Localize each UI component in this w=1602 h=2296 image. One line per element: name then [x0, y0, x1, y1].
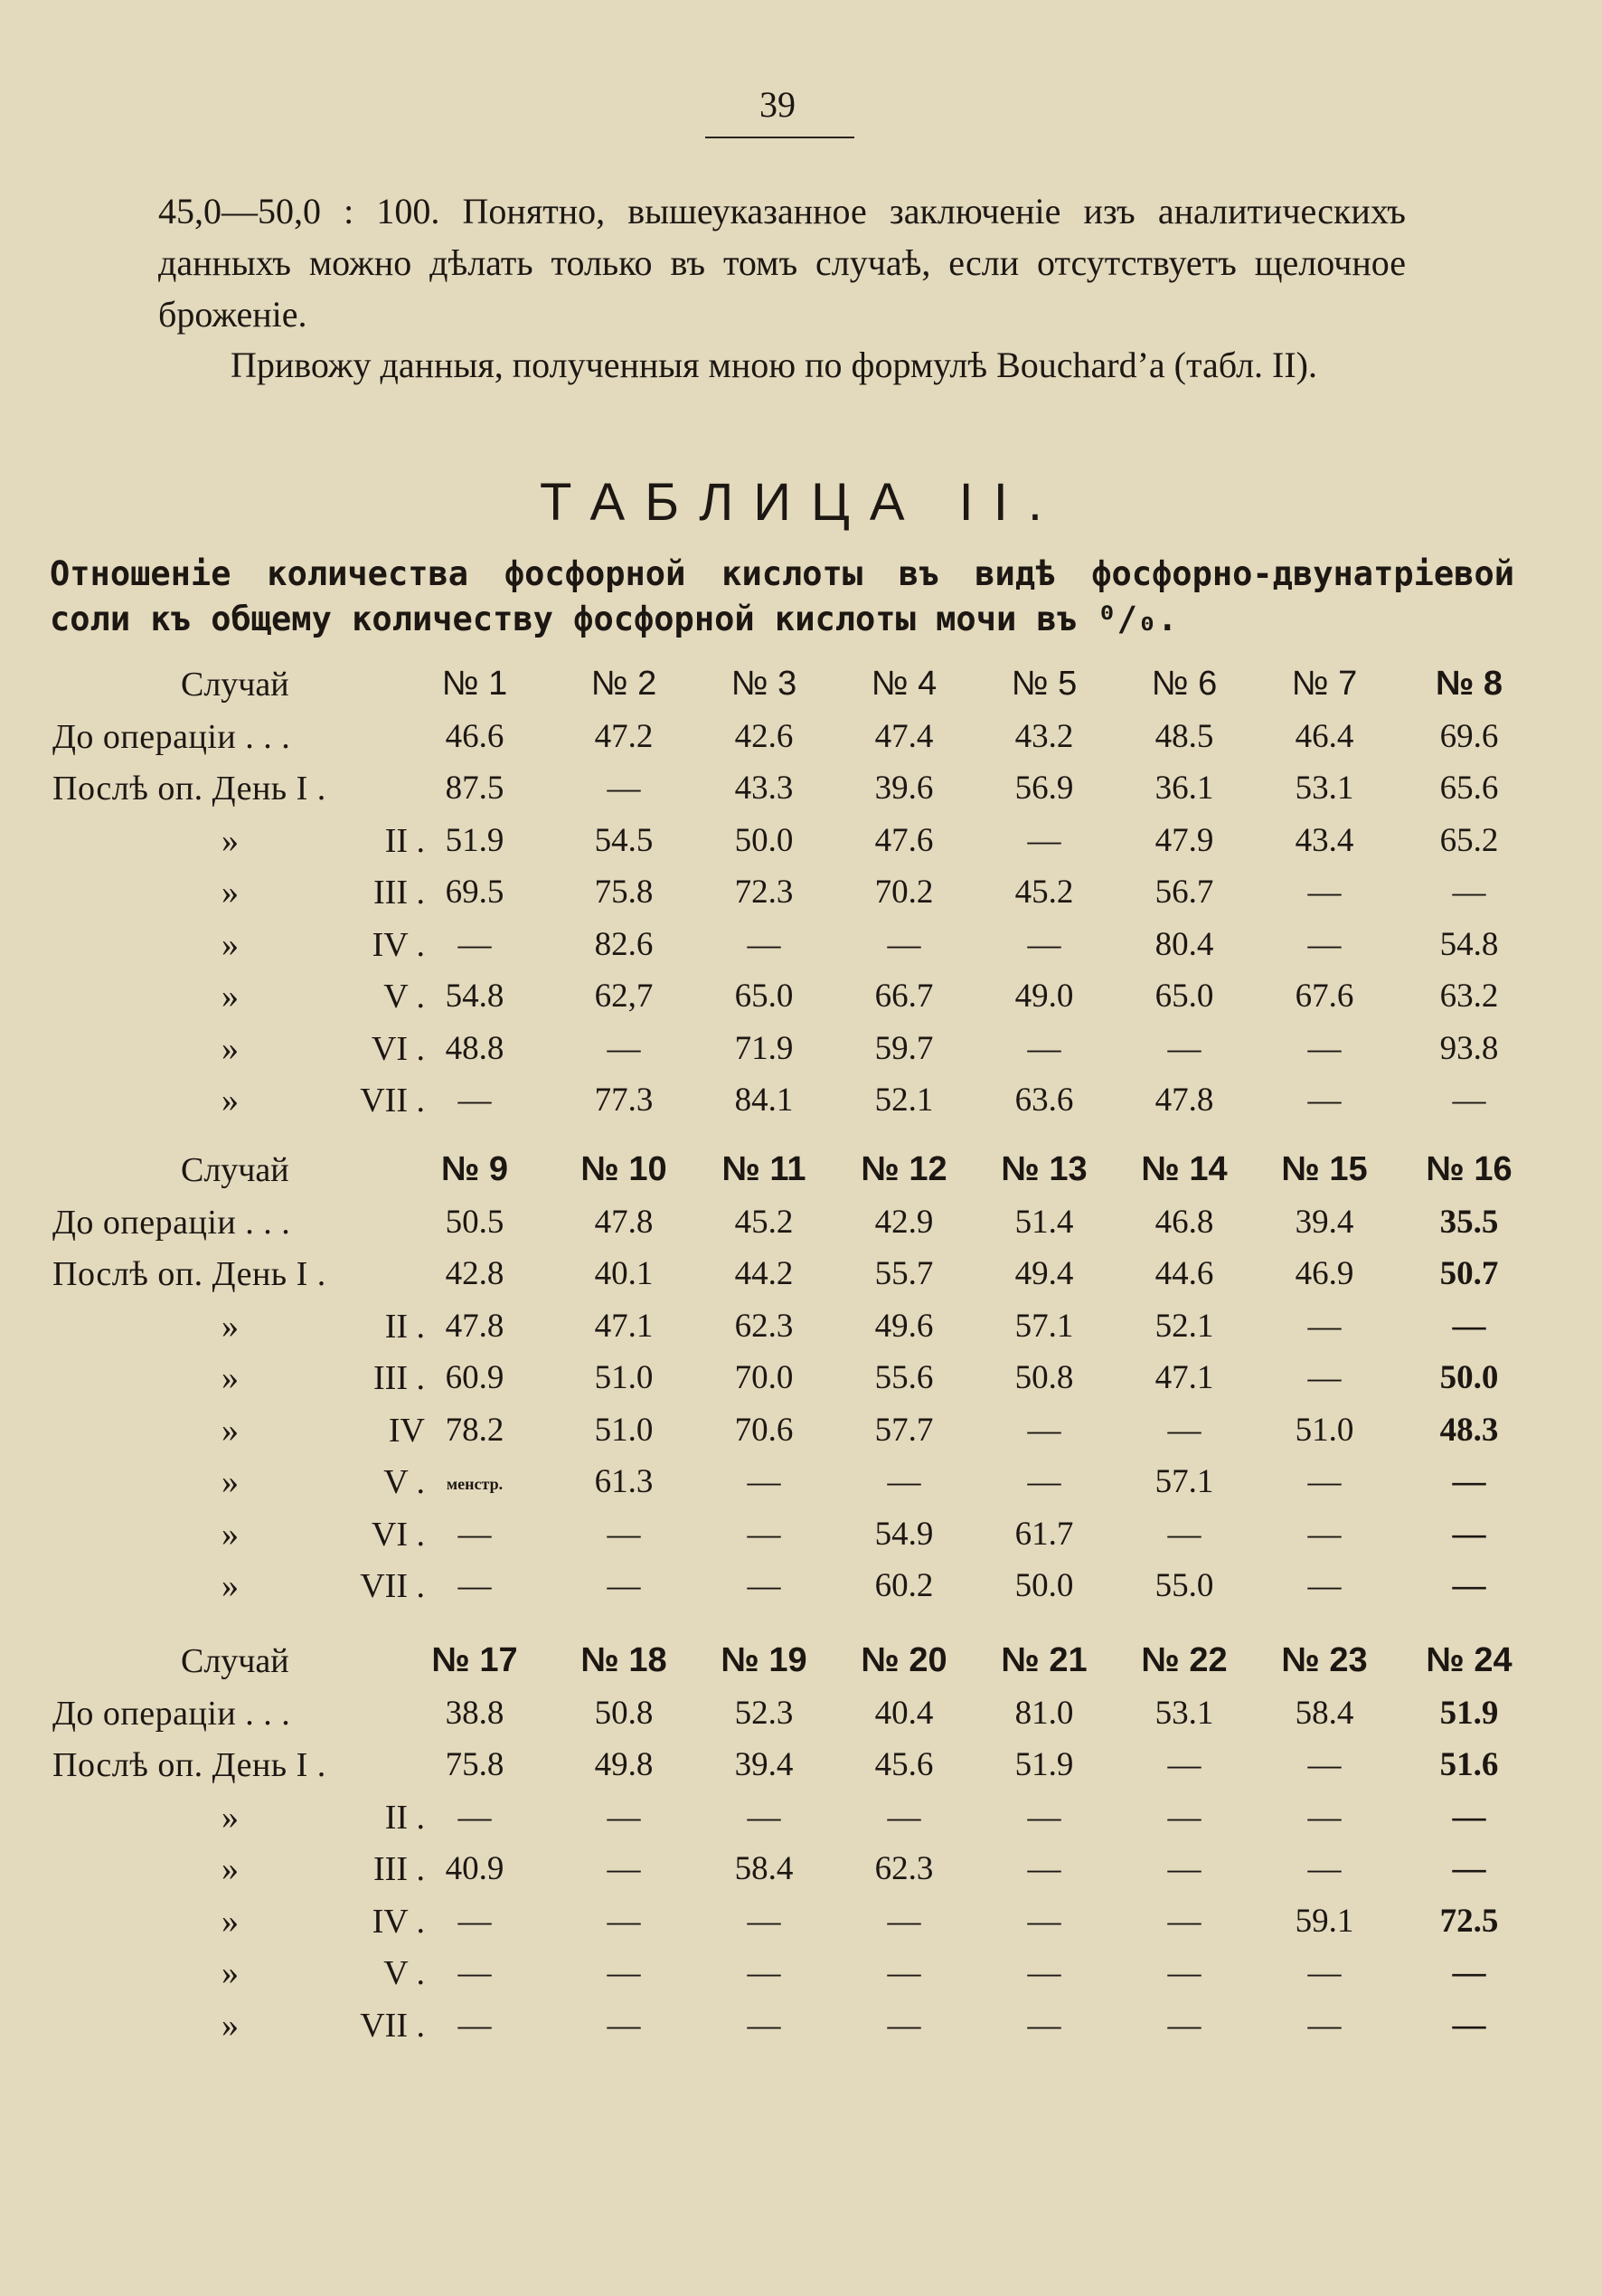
table-cell: 62.3 — [874, 1850, 934, 1887]
table-cell: 52.1 — [874, 1082, 934, 1119]
table-cell: 47.9 — [1154, 821, 1214, 859]
row-label: VI . — [371, 1515, 425, 1554]
table-cell: — — [457, 1515, 492, 1553]
table-cell: 51.9 — [1014, 1746, 1074, 1783]
table-header-case: № 18 — [580, 1641, 667, 1679]
row-label-ditto: » — [221, 1798, 239, 1837]
table-header-case: № 23 — [1281, 1641, 1368, 1679]
table-cell: — — [1167, 2006, 1202, 2044]
table-cell: 67.6 — [1295, 978, 1354, 1015]
table-cell: 66.7 — [874, 978, 934, 1015]
table-cell: 38.8 — [445, 1694, 504, 1732]
table-cell: 49.8 — [594, 1746, 654, 1783]
table-cell: 75.8 — [445, 1746, 504, 1783]
row-label: V . — [383, 1463, 425, 1501]
row-label-ditto: » — [221, 1850, 239, 1888]
table-cell: — — [1452, 1798, 1486, 1836]
row-label-ditto: » — [221, 1029, 239, 1068]
table-cell: 47.6 — [874, 821, 934, 859]
table-cell: 71.9 — [734, 1029, 794, 1067]
table-cell: 70.0 — [734, 1359, 794, 1396]
table-cell: — — [1452, 1850, 1486, 1887]
table-cell: — — [1027, 1902, 1061, 1940]
table-cell: 51.0 — [1295, 1411, 1354, 1449]
table-header-case: № 1 — [441, 665, 508, 703]
paragraph-2: Привожу данныя, полученныя мною по формулѣ Bouchard’a (табл. II). — [231, 345, 1317, 385]
table-cell: 54.5 — [594, 821, 654, 859]
table-cell: — — [457, 1954, 492, 1991]
table-cell: 62,7 — [594, 978, 654, 1015]
table-cell: — — [1307, 1515, 1342, 1553]
table-cell: 69.5 — [445, 874, 504, 911]
table-cell: 50.5 — [445, 1203, 504, 1241]
table-cell: — — [747, 1463, 781, 1500]
table-cell: 46.8 — [1154, 1203, 1214, 1241]
row-label: VI . — [371, 1029, 425, 1068]
table-cell: — — [1307, 1463, 1342, 1500]
table-cell: 39.6 — [874, 770, 934, 807]
table-cell: 44.2 — [734, 1255, 794, 1292]
row-label-ditto: » — [221, 925, 239, 964]
table-cell: 47.2 — [594, 717, 654, 755]
table-cell: — — [1307, 1359, 1342, 1396]
paragraph-1: 45,0—50,0 : 100. Понятно, вышеуказанное заключеніе изъ аналитическихъ данныхъ можно дѣлать только въ томъ случаѣ, если отсутствуетъ щелочное броженіе. — [158, 191, 1406, 335]
row-label-ditto: » — [221, 1567, 239, 1605]
table-cell: 51.9 — [445, 821, 504, 859]
table-cell: 43.2 — [1014, 717, 1074, 755]
row-label: III . — [373, 1359, 425, 1397]
table-cell: 40.1 — [594, 1255, 654, 1292]
table-cell: 35.5 — [1439, 1203, 1499, 1241]
table-cell: — — [1027, 1411, 1061, 1449]
table-cell: — — [1167, 1850, 1202, 1887]
table-cell: 65.0 — [1154, 978, 1214, 1015]
table-cell: 60.2 — [874, 1567, 934, 1604]
row-label: VII . — [360, 1082, 425, 1120]
table-cell: 42.9 — [874, 1203, 934, 1241]
table-cell: 59.7 — [874, 1029, 934, 1067]
table-cell: — — [887, 1902, 921, 1940]
table-cell: — — [607, 2006, 641, 2044]
table-cell: — — [747, 1515, 781, 1553]
table-cell: — — [747, 925, 781, 963]
table-cell: — — [1167, 1902, 1202, 1940]
table-cell: 39.4 — [734, 1746, 794, 1783]
table-cell: 82.6 — [594, 925, 654, 963]
table-cell: 50.0 — [1439, 1359, 1499, 1396]
row-label-ditto: » — [221, 1463, 239, 1501]
table-cell: 55.6 — [874, 1359, 934, 1396]
table-cell: 42.6 — [734, 717, 794, 755]
table-cell: — — [747, 2006, 781, 2044]
table-cell: 48.3 — [1439, 1411, 1499, 1449]
table-cell: 49.4 — [1014, 1255, 1074, 1292]
table-cell: — — [1452, 1515, 1486, 1553]
table-cell: 40.9 — [445, 1850, 504, 1887]
table-cell: 72.3 — [734, 874, 794, 911]
table-cell: 50.8 — [594, 1694, 654, 1732]
table-cell: 70.6 — [734, 1411, 794, 1449]
table-header-case: № 14 — [1141, 1150, 1228, 1188]
table-cell: 81.0 — [1014, 1694, 1074, 1732]
row-label-ditto: » — [221, 874, 239, 912]
table-header-case: № 6 — [1151, 665, 1218, 703]
table-header-case: № 8 — [1435, 665, 1503, 703]
table-cell: — — [1027, 821, 1061, 859]
table-cell: 93.8 — [1439, 1029, 1499, 1067]
table-cell: 52.1 — [1154, 1307, 1214, 1345]
table-header-case: № 13 — [1001, 1150, 1088, 1188]
table-cell: — — [1027, 1798, 1061, 1836]
row-label-ditto: » — [221, 1954, 239, 1992]
table-cell: 65.2 — [1439, 821, 1499, 859]
table-cell: 61.3 — [594, 1463, 654, 1500]
table-cell: 53.1 — [1154, 1694, 1214, 1732]
table-cell: 49.0 — [1014, 978, 1074, 1015]
table-cell: — — [1307, 1029, 1342, 1067]
table-cell: 47.8 — [1154, 1082, 1214, 1119]
table-cell: 39.4 — [1295, 1203, 1354, 1241]
table-cell: — — [1307, 925, 1342, 963]
table-header-label: Случай — [181, 1151, 289, 1189]
table-cell: 43.4 — [1295, 821, 1354, 859]
table-cell: 55.0 — [1154, 1567, 1214, 1604]
table-header-case: № 19 — [721, 1641, 807, 1679]
table-cell: — — [1452, 1082, 1486, 1119]
table-cell: — — [1307, 1798, 1342, 1836]
row-label: До операціи . . . — [52, 1203, 291, 1242]
table-cell: 65.6 — [1439, 770, 1499, 807]
table-cell: — — [1167, 1029, 1202, 1067]
table-cell: 72.5 — [1439, 1902, 1499, 1940]
row-label: Послѣ оп. День I . — [52, 1255, 326, 1293]
table-cell: — — [457, 1902, 492, 1940]
table-cell: — — [607, 770, 641, 807]
table-cell: 45.6 — [874, 1746, 934, 1783]
row-label: До операціи . . . — [52, 717, 291, 756]
table-cell: — — [1307, 1850, 1342, 1887]
page-number-rule — [705, 137, 854, 138]
table-header-case: № 7 — [1291, 665, 1358, 703]
table-cell: — — [1452, 1954, 1486, 1991]
table-caption: Отношеніе количества фосфорной кислоты въ видѣ фосфорно-двунатріевой соли къ общему количеству фосфорной кислоты мочи въ ⁰/₀. — [50, 554, 1514, 638]
row-label: III . — [373, 1850, 425, 1888]
table-header-case: № 24 — [1426, 1641, 1512, 1679]
row-label-ditto: » — [221, 1515, 239, 1554]
table-cell: — — [747, 1954, 781, 1991]
row-label-ditto: » — [221, 1359, 239, 1397]
table-cell: 54.8 — [1439, 925, 1499, 963]
row-label-ditto: » — [221, 1411, 239, 1450]
table-cell: — — [1307, 2006, 1342, 2044]
table-cell: — — [747, 1567, 781, 1604]
table-cell: 51.0 — [594, 1359, 654, 1396]
row-label-ditto: » — [221, 1307, 239, 1346]
table-cell: — — [607, 1954, 641, 1991]
table-cell: — — [887, 1798, 921, 1836]
row-label-ditto: » — [221, 1902, 239, 1941]
row-label: II . — [384, 1307, 425, 1346]
row-label: IV . — [372, 1902, 425, 1941]
table-header-case: № 10 — [580, 1150, 667, 1188]
table-cell: 69.6 — [1439, 717, 1499, 755]
table-header-case: № 11 — [721, 1150, 806, 1188]
table-cell: 78.2 — [445, 1411, 504, 1449]
table-cell: — — [1307, 1746, 1342, 1783]
table-header-case: № 21 — [1001, 1641, 1088, 1679]
table-header-case: № 16 — [1426, 1150, 1512, 1188]
table-header-case: № 20 — [861, 1641, 947, 1679]
table-cell: 50.0 — [1014, 1567, 1074, 1604]
table-cell: — — [1027, 1850, 1061, 1887]
table-cell: — — [607, 1902, 641, 1940]
table-cell: — — [1027, 1029, 1061, 1067]
table-cell: — — [1452, 1463, 1486, 1500]
table-cell: — — [1452, 1567, 1486, 1604]
table-cell: 53.1 — [1295, 770, 1354, 807]
table-cell: — — [747, 1798, 781, 1836]
table-cell: 36.1 — [1154, 770, 1214, 807]
table-cell: 57.1 — [1154, 1463, 1214, 1500]
table-cell: 56.7 — [1154, 874, 1214, 911]
table-cell: — — [607, 1567, 641, 1604]
table-cell: — — [1307, 1307, 1342, 1345]
table-header-case: № 5 — [1011, 665, 1078, 703]
table-cell: 43.3 — [734, 770, 794, 807]
table-cell: 46.4 — [1295, 717, 1354, 755]
table-cell: — — [887, 2006, 921, 2044]
table-cell: 65.0 — [734, 978, 794, 1015]
table-cell: — — [1452, 2006, 1486, 2044]
table-header-label: Случай — [181, 1642, 289, 1680]
table-cell: 51.0 — [594, 1411, 654, 1449]
table-cell: 47.4 — [874, 717, 934, 755]
table-cell: — — [1167, 1954, 1202, 1991]
table-cell: — — [1027, 1463, 1061, 1500]
row-label: Послѣ оп. День I . — [52, 1746, 326, 1784]
table-cell: 62.3 — [734, 1307, 794, 1345]
table-header-case: № 3 — [730, 665, 797, 703]
table-cell: 47.1 — [594, 1307, 654, 1345]
table-cell: 63.6 — [1014, 1082, 1074, 1119]
table-cell: 58.4 — [734, 1850, 794, 1887]
table-cell: — — [607, 1850, 641, 1887]
row-label: IV — [388, 1411, 425, 1450]
table-header-case: № 2 — [590, 665, 657, 703]
table-cell: — — [1167, 1746, 1202, 1783]
row-label: V . — [383, 978, 425, 1016]
table-cell: — — [887, 1463, 921, 1500]
table-cell: — — [457, 2006, 492, 2044]
table-cell: 46.9 — [1295, 1255, 1354, 1292]
table-cell: — — [607, 1029, 641, 1067]
page-number: 39 — [759, 84, 796, 125]
table-cell: — — [1167, 1798, 1202, 1836]
table-cell: 56.9 — [1014, 770, 1074, 807]
table-cell: 84.1 — [734, 1082, 794, 1119]
row-label: III . — [373, 874, 425, 912]
table-cell: — — [1167, 1515, 1202, 1553]
table-cell: — — [457, 1567, 492, 1604]
table-cell: — — [457, 1798, 492, 1836]
table-cell: — — [747, 1902, 781, 1940]
table-cell: 52.3 — [734, 1694, 794, 1732]
table-cell: — — [887, 925, 921, 963]
row-label-ditto: » — [221, 2006, 239, 2045]
row-label: До операціи . . . — [52, 1694, 291, 1733]
table-cell: 47.8 — [445, 1307, 504, 1345]
table-cell: 48.5 — [1154, 717, 1214, 755]
table-cell: 63.2 — [1439, 978, 1499, 1015]
table-cell: 61.7 — [1014, 1515, 1074, 1553]
table-cell: 57.7 — [874, 1411, 934, 1449]
row-label: II . — [384, 821, 425, 860]
row-label: IV . — [372, 925, 425, 964]
row-label-ditto: » — [221, 978, 239, 1016]
table-title: ТАБЛИЦА II. — [539, 473, 1063, 532]
row-label-ditto: » — [221, 821, 239, 860]
table-cell: 45.2 — [734, 1203, 794, 1241]
table-cell: — — [1027, 2006, 1061, 2044]
table-cell: 54.8 — [445, 978, 504, 1015]
table-cell: 46.6 — [445, 717, 504, 755]
table-cell: 57.1 — [1014, 1307, 1074, 1345]
table-cell: — — [1452, 1307, 1486, 1345]
table-cell: — — [607, 1798, 641, 1836]
table-cell: 47.1 — [1154, 1359, 1214, 1396]
row-label: V . — [383, 1954, 425, 1992]
table-cell: — — [457, 1082, 492, 1119]
table-cell: — — [1307, 874, 1342, 911]
table-cell: — — [1307, 1567, 1342, 1604]
row-label-ditto: » — [221, 1082, 239, 1120]
row-label: II . — [384, 1798, 425, 1837]
row-label: VII . — [360, 2006, 425, 2045]
table-cell: менстр. — [446, 1475, 504, 1493]
table-cell: 48.8 — [445, 1029, 504, 1067]
table-cell: 77.3 — [594, 1082, 654, 1119]
table-cell: 80.4 — [1154, 925, 1214, 963]
table-header-case: № 17 — [431, 1641, 518, 1679]
table-cell: 49.6 — [874, 1307, 934, 1345]
table-cell: 50.8 — [1014, 1359, 1074, 1396]
table-cell: — — [887, 1954, 921, 1991]
table-cell: 55.7 — [874, 1255, 934, 1292]
table-header-case: № 9 — [440, 1150, 509, 1188]
table-cell: 51.9 — [1439, 1694, 1499, 1732]
table-cell: 50.0 — [734, 821, 794, 859]
table-cell: 60.9 — [445, 1359, 504, 1396]
table-header-case: № 15 — [1281, 1150, 1368, 1188]
row-label: VII . — [360, 1567, 425, 1605]
table-header-case: № 4 — [871, 665, 938, 703]
table-cell: — — [1307, 1954, 1342, 1991]
table-cell: — — [1452, 874, 1486, 911]
table-cell: — — [1167, 1411, 1202, 1449]
table-header-case: № 22 — [1141, 1641, 1228, 1679]
table-cell: 50.7 — [1439, 1255, 1499, 1292]
table-header-case: № 12 — [861, 1150, 947, 1188]
table-cell: — — [1027, 925, 1061, 963]
table-cell: 47.8 — [594, 1203, 654, 1241]
table-cell: — — [1027, 1954, 1061, 1991]
table-cell: — — [457, 925, 492, 963]
table-cell: 45.2 — [1014, 874, 1074, 911]
table-header-label: Случай — [181, 666, 289, 704]
table-cell: 70.2 — [874, 874, 934, 911]
table-cell: 40.4 — [874, 1694, 934, 1732]
table-cell: 87.5 — [445, 770, 504, 807]
table-cell: 54.9 — [874, 1515, 934, 1553]
table-cell: 51.4 — [1014, 1203, 1074, 1241]
table-cell: 75.8 — [594, 874, 654, 911]
table-cell: 58.4 — [1295, 1694, 1354, 1732]
table-cell: 44.6 — [1154, 1255, 1214, 1292]
table-cell: 51.6 — [1439, 1746, 1499, 1783]
table-cell: — — [1307, 1082, 1342, 1119]
row-label: Послѣ оп. День I . — [52, 770, 326, 808]
table-cell: — — [607, 1515, 641, 1553]
table-cell: 42.8 — [445, 1255, 504, 1292]
table-cell: 59.1 — [1295, 1902, 1354, 1940]
